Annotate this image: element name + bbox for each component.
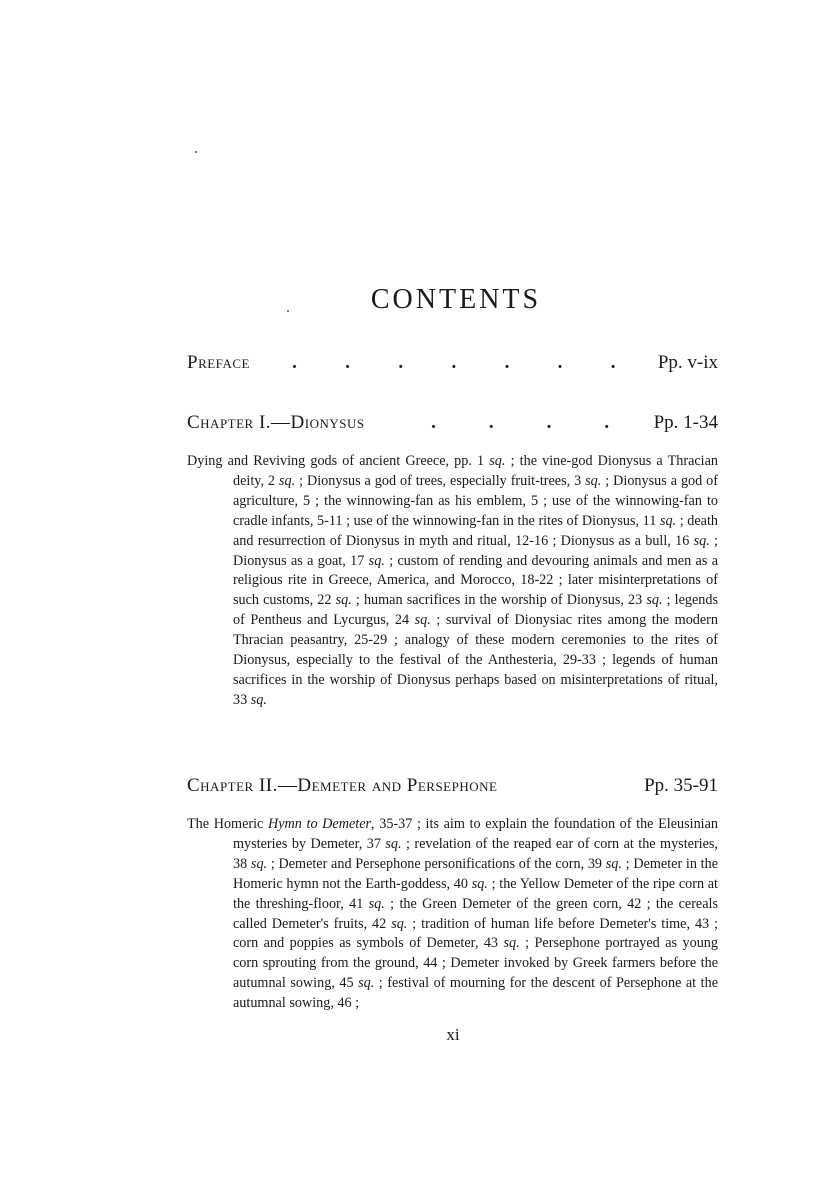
summary-segment: sq.	[605, 855, 622, 872]
summary-segment: ; legends of Pentheus and Lycurgus, 24	[233, 592, 719, 629]
summary-segment: ; the vine-god Dionysus a Thracian deity, 2	[233, 453, 719, 489]
summary-segment: ; the Green Demeter of the green corn, 42 ; the cereals called Demeter's fruits, 42	[233, 895, 718, 932]
summary-segment: ; custom of rending and devouring animals and men as a religious rite in Greece, America, and Morocco, 18-22 ; later misinterpretations of such customs, 22	[233, 552, 719, 609]
summary-segment: ; Demeter and Persephone personifications of the corn, 39	[267, 855, 606, 872]
summary-segment: sq.	[503, 935, 520, 952]
summary-segment: sq.	[385, 835, 402, 852]
summary-segment: ; human sacrifices in the worship of Dionysus, 23	[351, 592, 647, 609]
dot-leaders: . . . . . . .	[292, 352, 616, 373]
chapter-heading: Chapter II.—Demeter and Persephone	[187, 775, 498, 796]
summary-segment: ; Dionysus as a goat, 17	[233, 532, 718, 569]
preface-label: Preface	[187, 352, 250, 373]
chapter-pages: Pp. 35-91	[644, 775, 718, 796]
summary-segment: sq.	[368, 895, 385, 912]
chapter-pages: Pp. 1-34	[653, 412, 718, 433]
summary-segment: sq.	[585, 472, 602, 489]
preface-pages: Pp. v-ix	[657, 352, 718, 373]
summary-segment: sq.	[250, 691, 267, 708]
summary-segment: sq.	[250, 855, 268, 872]
toc-entry-chapter-1	[187, 412, 718, 434]
summary-segment: sq.	[358, 975, 375, 992]
summary-segment: ; festival of mourning for the descent of Persephone at the autumnal sowing, 46 ;	[233, 975, 718, 1012]
dot-leaders: . . . .	[431, 412, 610, 433]
summary-segment: sq.	[391, 915, 408, 932]
summary-segment: ; revelation of the reaped ear of corn at the mysteries, 38	[233, 835, 718, 872]
summary-segment: sq.	[489, 453, 506, 469]
summary-segment: ; tradition of human life before Demeter's time, 43 ; corn and poppies as symbols of Demeter, 43	[233, 915, 719, 952]
summary-segment: sq.	[693, 532, 710, 549]
chapter-heading: Chapter I.—Dionysus	[187, 412, 365, 433]
chapter-summary	[187, 815, 718, 1014]
summary-segment: sq.	[414, 612, 431, 629]
toc-entry-preface	[187, 352, 718, 374]
summary-segment: sq.	[471, 875, 488, 892]
summary-segment: ; Demeter in the Homeric hymn not the Earth-goddess, 40	[233, 855, 718, 892]
summary-segment: ; survival of Dionysiac rites among the modern Thracian peasantry, 25-29 ; analogy of these modern ceremonies to the rites of Dionysus, especially to the festival of the Anthesteria, 29-33 ; legends of human sacrifices in the worship of Dionysus perhaps based on misinterpretations of ritual, 33	[233, 612, 718, 708]
summary-segment: ; death and resurrection of Dionysus in myth and ritual, 12-16 ; Dionysus as a bull, 16	[233, 512, 718, 549]
summary-segment: sq.	[646, 592, 663, 609]
summary-segment: , 35-37 ; its aim to explain the foundation of the Eleusinian mysteries by Demeter, 37	[233, 816, 719, 852]
summary-segment: ; the Yellow Demeter of the ripe corn at the threshing-floor, 41	[233, 875, 718, 912]
chapter-summary	[187, 452, 718, 711]
page-title: CONTENTS	[370, 284, 542, 315]
summary-segment: sq.	[278, 472, 296, 489]
toc-entry-chapter-2	[187, 775, 718, 797]
summary-segment: ; Dionysus a god of trees, especially fruit-trees, 3	[295, 472, 586, 489]
summary-segment: Hymn to Demeter	[267, 816, 372, 832]
summary-segment: sq.	[368, 552, 385, 569]
summary-segment: ; Persephone portrayed as young corn sprouting from the ground, 44 ; Demeter invoked by Greek farmers before the autumnal sowing, 45	[233, 935, 718, 992]
summary-segment: The Homeric	[187, 816, 268, 832]
summary-segment: Dying and Reviving gods of ancient Greece, pp. 1	[187, 453, 490, 469]
summary-segment: sq.	[335, 592, 352, 609]
summary-segment: ; Dionysus a god of agriculture, 5 ; the winnowing-fan as his emblem, 5 ; use of the winnowing-fan to cradle infants, 5-11 ; use of the winnowing-fan in the rites of Dionysus, 11	[233, 472, 718, 529]
page-number: xi	[446, 1025, 460, 1044]
paper-speck	[195, 151, 197, 153]
summary-segment: sq.	[659, 512, 677, 529]
